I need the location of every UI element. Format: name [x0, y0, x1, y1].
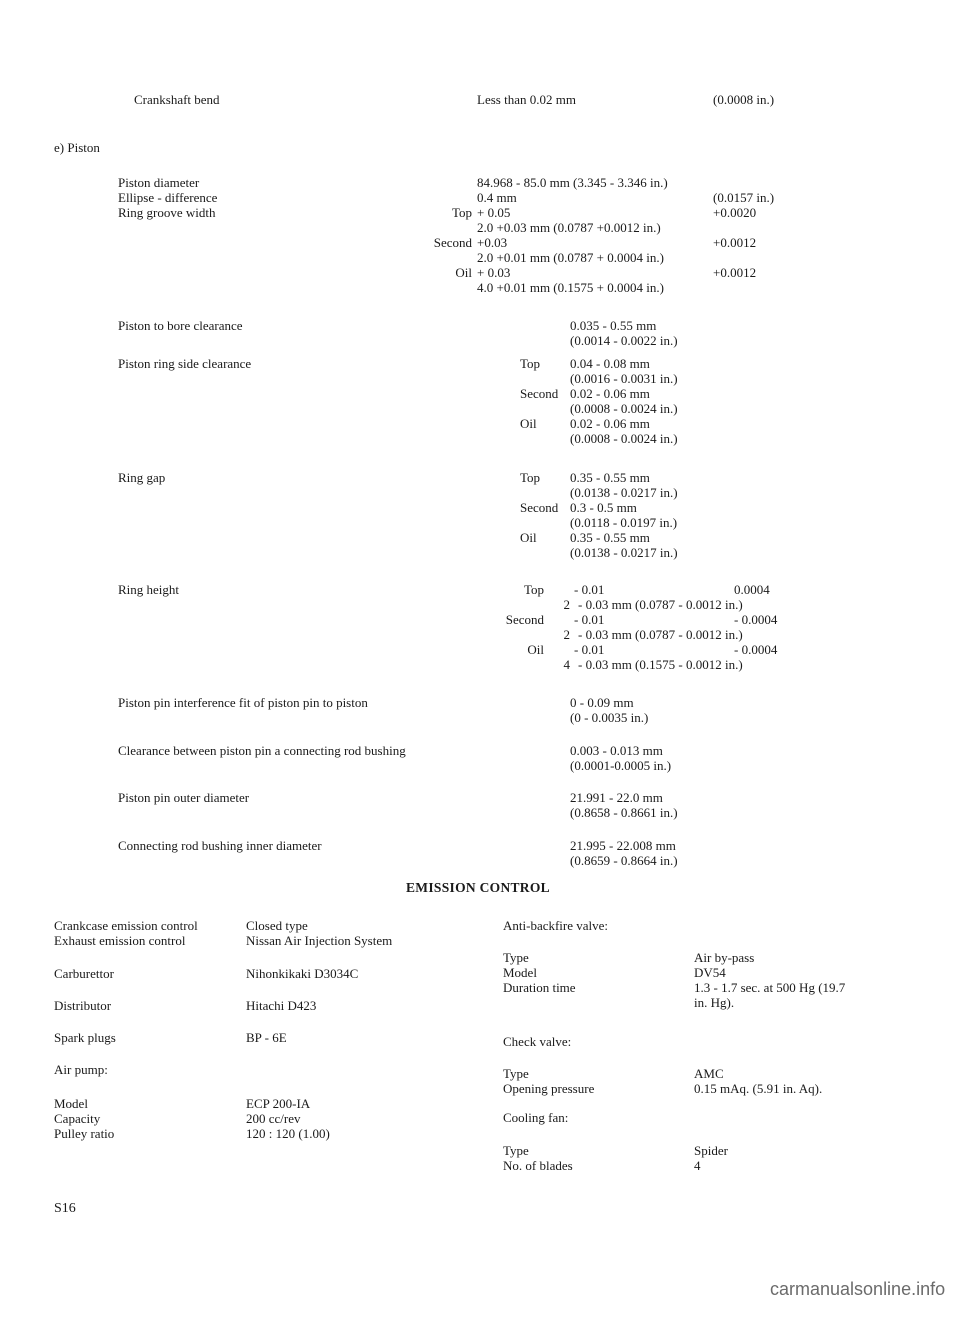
pin-diameter-label: Piston pin outer diameter	[118, 790, 250, 805]
crankshaft-bend-value: Less than 0.02 mm	[477, 92, 576, 107]
side-clearance-pos-second: Second	[520, 386, 559, 401]
ellipse-difference-label: Ellipse - difference	[118, 190, 218, 205]
piston-diameter-label: Piston diameter	[118, 175, 200, 190]
side-clearance-second-in: (0.0008 - 0.0024 in.)	[570, 401, 678, 416]
ring-gap-pos-oil: Oil	[520, 530, 537, 545]
groove-oil-tol-inch: +0.0012	[713, 265, 757, 280]
pin-fit-mm: 0 - 0.09 mm	[570, 695, 634, 710]
pin-diameter-in: (0.8658 - 0.8661 in.)	[570, 805, 678, 820]
ring-height-second-tol: - 0.01	[574, 612, 605, 627]
groove-pos-top: Top	[451, 205, 472, 220]
model-value: ECP 200-IA	[246, 1096, 311, 1111]
abv-type-label: Type	[503, 950, 529, 965]
groove-pos-oil: Oil	[455, 265, 472, 280]
groove-oil-tol: + 0.03	[477, 265, 511, 280]
spark-plugs-value: BP - 6E	[246, 1030, 287, 1045]
model-label: Model	[54, 1096, 88, 1111]
bore-clearance-mm: 0.035 - 0.55 mm	[570, 318, 657, 333]
ring-groove-width-label: Ring groove width	[118, 205, 216, 220]
side-clearance-pos-top: Top	[520, 356, 541, 371]
side-clearance-oil-in: (0.0008 - 0.0024 in.)	[570, 431, 678, 446]
side-clearance-oil-mm: 0.02 - 0.06 mm	[570, 416, 650, 431]
ring-gap-second-in: (0.0118 - 0.0197 in.)	[570, 515, 678, 530]
pin-fit-values	[570, 695, 648, 725]
side-clearance-pos-oil: Oil	[520, 416, 537, 431]
bore-clearance-label: Piston to bore clearance	[118, 318, 243, 333]
pin-clearance-values	[570, 743, 671, 773]
ellipse-inch: (0.0157 in.)	[713, 190, 775, 205]
pin-diameter-mm: 21.991 - 22.0 mm	[570, 790, 663, 805]
ring-height-top-tol: - 0.01	[574, 582, 605, 597]
cf-spec-values	[694, 1143, 728, 1173]
pulley-ratio-label: Pulley ratio	[54, 1126, 115, 1141]
carburettor-value: Nihonkikaki D3034C	[246, 966, 359, 981]
exhaust-value: Nissan Air Injection System	[246, 933, 393, 948]
bushing-label: Connecting rod bushing inner diameter	[118, 838, 322, 853]
crankshaft-bend-inch: (0.0008 in.)	[713, 92, 775, 107]
emission-left-values	[246, 918, 392, 948]
side-clearance-second-mm: 0.02 - 0.06 mm	[570, 386, 650, 401]
emission-left-labels	[54, 918, 198, 948]
abv-model-value: DV54	[694, 965, 726, 980]
abv-duration-label: Duration time	[503, 980, 576, 995]
ring-height-oil-tol: - 0.01	[574, 642, 605, 657]
ring-height-oil-tol-inch: - 0.0004	[734, 642, 778, 657]
cv-pressure-label: Opening pressure	[503, 1081, 595, 1096]
side-clearance-values	[570, 356, 678, 446]
capacity-value: 200 cc/rev	[246, 1111, 301, 1126]
groove-second-tol: +0.03	[477, 235, 508, 250]
ring-height-second-value: - 0.03 mm (0.0787 - 0.0012 in.)	[578, 627, 743, 642]
ring-gap-oil-mm: 0.35 - 0.55 mm	[570, 530, 650, 545]
ring-height-top-base: 2	[563, 597, 570, 612]
bushing-in: (0.8659 - 0.8664 in.)	[570, 853, 678, 868]
air-pump-label: Air pump:	[54, 1062, 108, 1077]
pin-clearance-in: (0.0001-0.0005 in.)	[570, 758, 672, 773]
groove-top-tol-inch: +0.0020	[713, 205, 757, 220]
cv-pressure-value: 0.15 mAq. (5.91 in. Aq).	[694, 1081, 823, 1096]
anti-backfire-label: Anti-backfire valve:	[503, 918, 609, 933]
cf-type-label: Type	[503, 1143, 529, 1158]
ring-gap-top-mm: 0.35 - 0.55 mm	[570, 470, 650, 485]
pin-clearance-mm: 0.003 - 0.013 mm	[570, 743, 663, 758]
crankshaft-bend-label: Crankshaft bend	[134, 92, 220, 107]
pin-fit-label: Piston pin interference fit of piston pin to piston	[118, 695, 368, 710]
bushing-mm: 21.995 - 22.008 mm	[570, 838, 676, 853]
groove-oil-value: 4.0 +0.01 mm (0.1575 + 0.0004 in.)	[477, 280, 664, 295]
cf-type-value: Spider	[694, 1143, 728, 1158]
ring-height-second-base: 2	[563, 627, 570, 642]
ring-height-pos-top: Top	[523, 582, 544, 597]
piston-heading: e) Piston	[54, 140, 100, 155]
ring-height-second-tol-inch: - 0.0004	[734, 612, 778, 627]
abv-duration-value-cont: in. Hg).	[694, 995, 735, 1010]
groove-top-tol: + 0.05	[477, 205, 511, 220]
ring-gap-top-in: (0.0138 - 0.0217 in.)	[570, 485, 678, 500]
capacity-label: Capacity	[54, 1111, 101, 1126]
abv-duration-value: 1.3 - 1.7 sec. at 500 Hg (19.7	[694, 980, 846, 995]
ring-height-pos-oil: Oil	[527, 642, 544, 657]
piston-dimension-labels	[118, 175, 217, 220]
ring-height-oil-base: 4	[563, 657, 570, 672]
pulley-ratio-value: 120 : 120 (1.00)	[246, 1126, 330, 1141]
page-number: S16	[54, 1201, 76, 1216]
cf-spec-labels	[503, 1143, 573, 1173]
ring-gap-oil-in: (0.0138 - 0.0217 in.)	[570, 545, 678, 560]
air-pump-spec-values	[246, 1096, 330, 1141]
side-clearance-top-mm: 0.04 - 0.08 mm	[570, 356, 650, 371]
cv-spec-labels	[503, 1066, 594, 1096]
ring-gap-label: Ring gap	[118, 470, 166, 485]
ring-gap-second-mm: 0.3 - 0.5 mm	[570, 500, 637, 515]
pin-clearance-label: Clearance between piston pin a connecting rod bushing	[118, 743, 406, 758]
spark-plugs-label: Spark plugs	[54, 1030, 116, 1045]
ring-height-pos-second: Second	[505, 612, 544, 627]
bore-clearance-values	[570, 318, 678, 348]
air-pump-spec-labels	[54, 1096, 114, 1141]
cv-type-label: Type	[503, 1066, 529, 1081]
carburettor-label: Carburettor	[54, 966, 114, 981]
pin-fit-in: (0 - 0.0035 in.)	[570, 710, 649, 725]
groove-second-tol-inch: +0.0012	[713, 235, 757, 250]
abv-type-value: Air by-pass	[694, 950, 755, 965]
ring-height-top-value: - 0.03 mm (0.0787 - 0.0012 in.)	[578, 597, 743, 612]
abv-spec-labels	[503, 950, 576, 995]
emission-control-heading: EMISSION CONTROL	[406, 880, 550, 895]
groove-second-value: 2.0 +0.01 mm (0.0787 + 0.0004 in.)	[477, 250, 664, 265]
piston-dimension-values	[477, 175, 668, 295]
groove-top-value: 2.0 +0.03 mm (0.0787 +0.0012 in.)	[477, 220, 661, 235]
cf-blades-value: 4	[694, 1158, 701, 1173]
cv-type-value: AMC	[694, 1066, 724, 1081]
exhaust-label: Exhaust emission control	[54, 933, 186, 948]
cf-blades-label: No. of blades	[503, 1158, 573, 1173]
ring-height-label: Ring height	[118, 582, 180, 597]
distributor-label: Distributor	[54, 998, 112, 1013]
crankcase-value: Closed type	[246, 918, 308, 933]
check-valve-label: Check valve:	[503, 1034, 572, 1049]
distributor-value: Hitachi D423	[246, 998, 317, 1013]
side-clearance-top-in: (0.0016 - 0.0031 in.)	[570, 371, 678, 386]
groove-pos-second: Second	[433, 235, 472, 250]
side-clearance-label: Piston ring side clearance	[118, 356, 252, 371]
ring-gap-values	[570, 470, 678, 560]
abv-spec-values	[694, 950, 845, 1010]
piston-diameter-value: 84.968 - 85.0 mm (3.345 - 3.346 in.)	[477, 175, 668, 190]
ellipse-value: 0.4 mm	[477, 190, 517, 205]
bore-clearance-in: (0.0014 - 0.0022 in.)	[570, 333, 678, 348]
cv-spec-values	[694, 1066, 822, 1096]
ring-gap-pos-top: Top	[520, 470, 541, 485]
ring-gap-pos-second: Second	[520, 500, 559, 515]
abv-model-label: Model	[503, 965, 537, 980]
watermark: carmanualsonline.info	[770, 1279, 946, 1299]
pin-diameter-values	[570, 790, 678, 820]
ring-height-top-tol-inch: 0.0004	[734, 582, 770, 597]
crankcase-label: Crankcase emission control	[54, 918, 198, 933]
bushing-values	[570, 838, 678, 868]
ring-height-oil-value: - 0.03 mm (0.1575 - 0.0012 in.)	[578, 657, 743, 672]
cooling-fan-label: Cooling fan:	[503, 1110, 569, 1125]
